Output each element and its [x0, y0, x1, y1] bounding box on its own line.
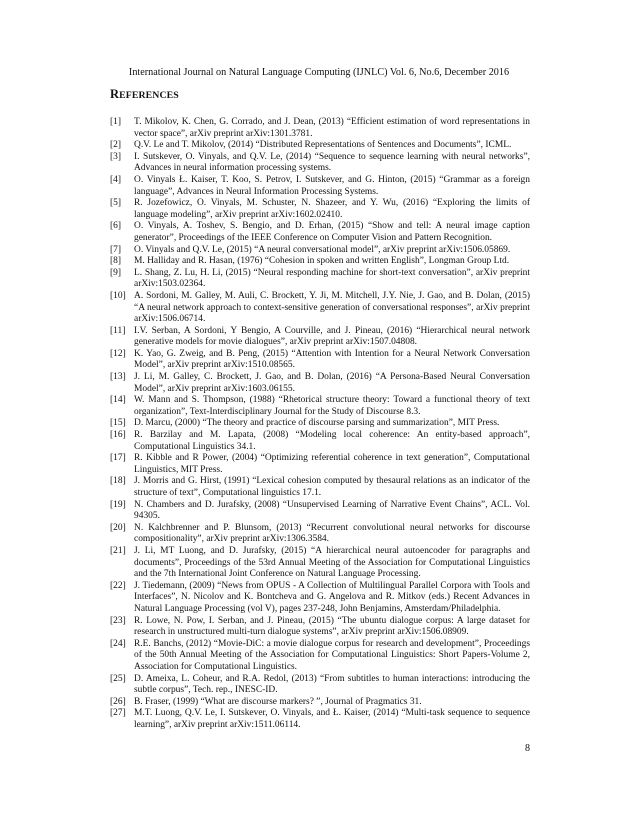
reference-text: D. Ameixa, L. Coheur, and R.A. Redol, (2013) “From subtitles to human interactions: introducing the subtle corpus”, Tech. rep., INESC-ID.	[134, 673, 530, 696]
reference-text: O. Vinyals Ł. Kaiser, T. Koo, S. Petrov, I. Sutskever, and G. Hinton, (2015) “Grammar as a foreign language”, Advances in Neural Information Processing Systems.	[134, 174, 530, 197]
reference-text: R. Kibble and R Power, (2004) “Optimizing referential coherence in text generation”, Computational Linguistics, MIT Press.	[134, 453, 530, 475]
reference-item	[110, 221, 530, 244]
reference-number: [11]	[110, 325, 126, 336]
reference-text: N. Kalchbrenner and P. Blunsom, (2013) “Recurrent convolutional neural networks for discourse compositionality”, arXiv preprint arXiv:1306.3584.	[134, 522, 530, 545]
reference-number: [21]	[110, 545, 126, 556]
reference-item	[110, 152, 530, 175]
reference-number: [24]	[110, 638, 126, 649]
reference-item	[110, 697, 530, 709]
reference-number: [1]	[110, 117, 122, 127]
reference-number: [2]	[110, 140, 122, 151]
reference-number: [14]	[110, 395, 126, 406]
reference-text: J. Morris and G. Hirst, (1991) “Lexical cohesion computed by thesaural relations as an indicator of the structure of text”, Computational linguistics 17.1.	[134, 476, 530, 498]
reference-text: O. Vinyals, A. Toshev, S. Bengio, and D. Erhan, (2015) “Show and tell: A neural image caption generator”, Proceedings of the IEEE Conference on Computer Vision and Pattern Recognition.	[134, 221, 530, 243]
reference-item	[110, 198, 530, 221]
section-title	[110, 87, 179, 103]
reference-text: J. Li, MT Luong, and D. Jurafsky, (2015) “A hierarchical neural autoencoder for paragraphs and documents”, Proceedings of the 53rd Annual Meeting of the Association for Computational Linguistics and the 7th International Joint Conference on Natural Language Processing.	[134, 545, 530, 580]
reference-item	[110, 616, 530, 639]
reference-text: R. Barzilay and M. Lapata, (2008) “Modeling local coherence: An entity-based approach”, Computational Linguistics 34.1.	[134, 430, 530, 452]
reference-item	[110, 418, 530, 430]
reference-number: [19]	[110, 499, 126, 510]
reference-number: [13]	[110, 372, 126, 383]
reference-item	[110, 291, 530, 326]
reference-text: N. Chambers and D. Jurafsky, (2008) “Unsupervised Learning of Narrative Event Chains”, ACL. Vol. 94305.	[134, 499, 530, 522]
reference-item	[110, 674, 530, 697]
reference-text: A. Sordoni, M. Galley, M. Auli, C. Brockett, Y. Ji, M. Mitchell, J.Y. Nie, J. Gao, and B. Dolan, (2015) “A neural network approach to context-sensitive generation of conversational responses”, arXiv preprint arXiv:1506.06714.	[134, 290, 530, 325]
journal-header: International Journal on Natural Language Computing (IJNLC) Vol. 6, No.6, December 2016	[128, 67, 510, 78]
reference-item	[110, 372, 530, 395]
reference-item	[110, 430, 530, 453]
reference-number: [15]	[110, 418, 126, 429]
reference-text: T. Mikolov, K. Chen, G. Corrado, and J. Dean, (2013) “Efficient estimation of word representations in vector space”, arXiv preprint arXiv:1301.3781.	[134, 117, 530, 139]
reference-number: [20]	[110, 522, 126, 533]
reference-item	[110, 349, 530, 372]
reference-number: [3]	[110, 151, 122, 162]
reference-number: [10]	[110, 290, 126, 301]
reference-item	[110, 523, 530, 546]
reference-text: M. Halliday and R. Hasan, (1976) “Cohesion in spoken and written English”, Longman Group Ltd.	[134, 256, 510, 267]
section-title-initial: R	[110, 87, 120, 101]
reference-item	[110, 476, 530, 499]
reference-number: [22]	[110, 580, 126, 591]
reference-number: [18]	[110, 476, 126, 487]
reference-number: [12]	[110, 348, 126, 359]
reference-number: [4]	[110, 174, 122, 185]
reference-number: [25]	[110, 673, 126, 684]
reference-text: L. Shang, Z. Lu, H. Li, (2015) “Neural responding machine for short-text conversation”, arXiv preprint arXiv:1503.02364.	[134, 267, 530, 290]
reference-number: [17]	[110, 453, 126, 464]
reference-number: [7]	[110, 244, 122, 255]
reference-item	[110, 500, 530, 523]
page-number: 8	[525, 743, 530, 754]
reference-item	[110, 581, 530, 616]
reference-text: O. Vinyals and Q.V. Le, (2015) “A neural conversational model”, arXiv preprint arXiv:1506.05869.	[134, 244, 511, 255]
reference-item	[110, 453, 530, 476]
reference-number: [26]	[110, 696, 126, 707]
reference-text: D. Marcu, (2000) “The theory and practice of discourse parsing and summarization”, MIT Press.	[134, 418, 500, 429]
reference-item	[110, 546, 530, 581]
reference-number: [9]	[110, 267, 122, 278]
reference-item	[110, 268, 530, 291]
reference-number: [16]	[110, 430, 126, 441]
reference-item	[110, 256, 530, 268]
reference-text: I. Sutskever, O. Vinyals, and Q.V. Le, (2014) “Sequence to sequence learning with neural networks”, Advances in neural information processing systems.	[134, 151, 530, 174]
reference-number: [5]	[110, 198, 122, 209]
reference-text: M.T. Luong, Q.V. Le, I. Sutskever, O. Vinyals, and Ł. Kaiser, (2014) “Multi-task sequence to sequence learning”, arXiv preprint arXiv:1511.06114.	[134, 708, 530, 730]
reference-text: R.E. Banchs, (2012) “Movie-DiC: a movie dialogue corpus for research and development”, Proceedings of the 50th Annual Meeting of the Association for Computational Linguistics: Short Papers-Volume 2, Association for Computational Linguistics.	[134, 638, 530, 672]
reference-number: [8]	[110, 256, 122, 267]
reference-item	[110, 175, 530, 198]
reference-text: K. Yao, G. Zweig, and B. Peng, (2015) “Attention with Intention for a Neural Network Conversation Model”, arXiv preprint arXiv:1510.08565.	[134, 348, 530, 371]
reference-text: B. Fraser, (1999) “What are discourse markers? ”, Journal of Pragmatics 31.	[134, 696, 422, 707]
reference-item	[110, 639, 530, 674]
reference-text: W. Mann and S. Thompson, (1988) “Rhetorical structure theory: Toward a functional theory of text organization”, Text-Interdisciplinary Journal for the Study of Discourse 8.3.	[134, 395, 530, 417]
reference-text: R. Lowe, N. Pow, I. Serban, and J. Pineau, (2015) “The ubuntu dialogue corpus: A large dataset for research in unstructured multi-turn dialogue systems”, arXiv preprint arXiv:1506.08909.	[134, 615, 530, 638]
reference-item	[110, 395, 530, 418]
reference-number: [6]	[110, 221, 122, 232]
reference-number: [23]	[110, 615, 126, 626]
reference-number: [27]	[110, 708, 126, 719]
reference-item	[110, 140, 530, 152]
reference-item	[110, 708, 530, 731]
reference-item	[110, 245, 530, 257]
reference-text: J. Li, M. Galley, C. Brockett, J. Gao, and B. Dolan, (2016) “A Persona-Based Neural Conversation Model”, arXiv preprint arXiv:1603.06155.	[134, 372, 530, 394]
reference-text: I.V. Serban, A Sordoni, Y Bengio, A Courville, and J. Pineau, (2016) “Hierarchical neural network generative models for movie dialogues”, arXiv preprint arXiv:1507.04808.	[134, 325, 530, 348]
reference-item	[110, 117, 530, 140]
section-title-rest: EFERENCES	[119, 90, 179, 101]
reference-list	[110, 117, 530, 731]
reference-text: R. Jozefowicz, O. Vinyals, M. Schuster, N. Shazeer, and Y. Wu, (2016) “Exploring the limits of language modeling”, arXiv preprint arXiv:1602.02410.	[134, 198, 530, 220]
reference-text: Q.V. Le and T. Mikolov, (2014) “Distributed Representations of Sentences and Documents”, ICML.	[134, 140, 512, 151]
reference-text: J. Tiedemann, (2009) “News from OPUS - A Collection of Multilingual Parallel Corpora with Tools and Interfaces”, N. Nicolov and K. Bontcheva and G. Angelova and R. Mitkov (eds.) Recent Advances in Natural Language Processing (vol V), pages 237-248, John Benjamins, Amsterdam/Philadelphia.	[134, 580, 530, 614]
reference-item	[110, 326, 530, 349]
